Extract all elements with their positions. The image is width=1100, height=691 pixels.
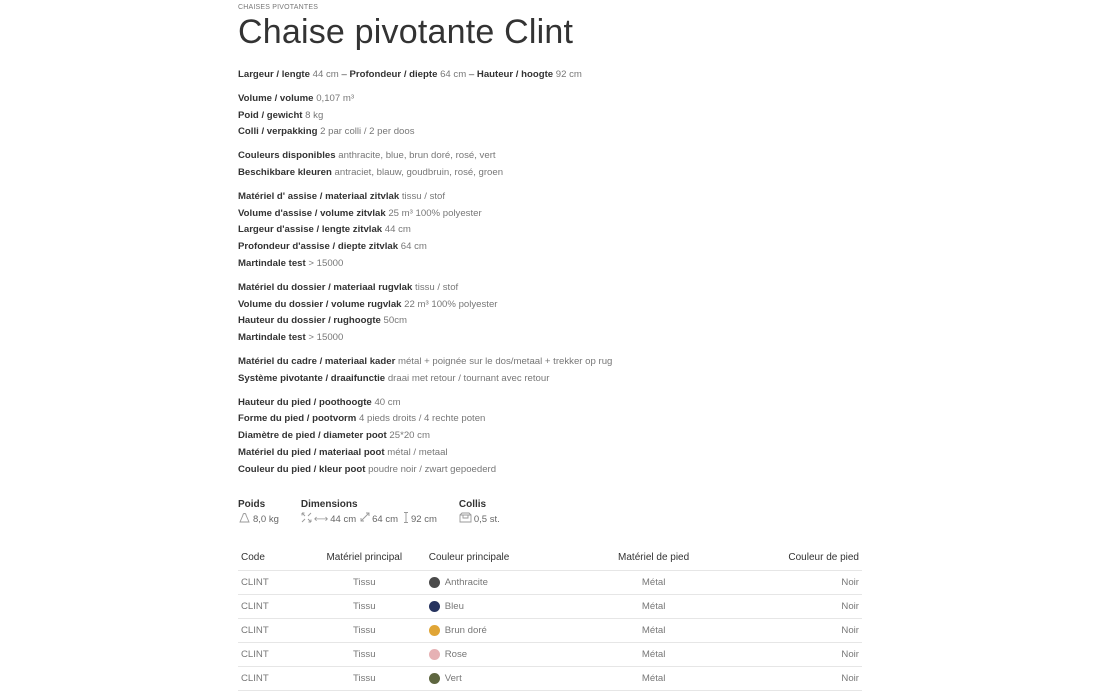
cell-foot-color: Noir [720,570,862,594]
collis-label: Collis [458,498,487,510]
cell-color [426,594,588,618]
table-row [238,642,862,666]
dims-depth: 64 cm [372,514,398,526]
spec-key: Hauteur / hoogte [476,69,554,80]
spec-line [238,354,864,371]
spec-line [238,411,864,428]
spec-value: métal + poignée sur le dos/metaal + trekker op rug [397,355,613,367]
category-label: CHAISES PIVOTANTES [238,4,319,11]
spec-group [238,67,864,84]
spec-group [238,395,864,479]
spec-list [238,67,864,479]
spec-line [238,256,864,273]
spec-line [238,280,864,297]
cell-foot-color: Noir [720,594,862,618]
weight-label: Poids [238,498,266,510]
spec-line [238,239,864,256]
cell-code: CLINT [238,594,303,618]
spec-key: Matériel d' assise / materiaal zitvlak [238,190,400,202]
spec-value: 44 cm [384,224,411,236]
spec-line [238,445,864,462]
table-row [238,666,862,690]
spec-key: Poid / gewicht [238,109,303,121]
spec-value: 92 cm [555,69,582,80]
spec-key: Matériel du dossier / materiaal rugvlak [238,281,413,293]
weight-value: 8,0 kg [253,514,279,526]
spec-value: 64 cm [440,69,467,80]
cell-color [426,618,588,642]
spec-line [238,297,864,314]
cell-color [426,666,588,690]
spec-value: tissu / stof [401,190,446,202]
spec-group [238,189,864,273]
spec-group [238,148,864,182]
spec-line [238,462,864,479]
cell-foot-color: Noir [720,618,862,642]
summary-row [238,498,864,529]
color-swatch [429,673,440,684]
summary-weight [238,498,279,529]
table-row [238,594,862,618]
spec-key: Volume d'assise / volume zitvlak [238,207,386,219]
spec-value: 50cm [383,315,407,327]
spec-line [238,148,864,165]
spec-line [238,395,864,412]
color-swatch [429,601,440,612]
spec-group [238,91,864,141]
spec-value: 2 par colli / 2 per doos [320,126,415,138]
table-header-row [238,546,862,571]
spec-group [238,280,864,347]
spec-line [238,330,864,347]
cell-foot-material: Métal [587,618,719,642]
cell-code: CLINT [238,666,303,690]
spec-value: 25*20 cm [389,430,430,442]
cell-material: Tissu [303,618,426,642]
weight-icon [238,512,251,529]
spec-key: Volume / volume [238,92,314,104]
color-name: Vert [444,672,462,684]
spec-value: > 15000 [308,332,344,344]
spec-key: Matériel du cadre / materiaal kader [238,355,396,367]
spec-key: Couleur du pied / kleur poot [238,463,366,475]
color-name: Rose [444,648,468,660]
spec-value: 22 m³ 100% polyester [404,298,498,310]
cell-foot-material: Métal [587,666,719,690]
depth-icon [360,512,370,528]
spec-line [238,165,864,182]
cell-foot-material: Métal [587,570,719,594]
spec-line [238,428,864,445]
page-title: Chaise pivotante Clint [238,13,574,51]
spec-key: Largeur / lengte [238,69,310,80]
spec-key: Martindale test [238,257,306,269]
table-row [238,618,862,642]
spec-key: Profondeur d'assise / diepte zitvlak [238,241,399,253]
spec-line [238,371,864,388]
cell-code: CLINT [238,570,303,594]
expand-icon [301,512,312,529]
spec-line [238,189,864,206]
spec-value: > 15000 [308,257,344,269]
header-color: Couleur principale [428,552,510,564]
cell-foot-color: Noir [720,642,862,666]
spec-key: Largeur d'assise / lengte zitvlak [238,224,383,236]
width-icon: ⟷ [313,514,329,526]
spec-value: métal / metaal [387,446,448,458]
header-foot-color: Couleur de pied [788,552,859,564]
spec-value: anthracite, blue, brun doré, rosé, vert [338,150,496,162]
cell-material: Tissu [303,666,426,690]
spec-key: Forme du pied / pootvorm [238,413,357,425]
spec-value: 40 cm [374,396,401,408]
spec-key: Système pivotante / draaifunctie [238,372,386,384]
spec-group [238,354,864,388]
cell-material: Tissu [303,642,426,666]
spec-key: Hauteur du dossier / rughoogte [238,315,381,327]
table-row [238,570,862,594]
color-name: Bleu [444,600,464,612]
spec-key: Profondeur / diepte [349,69,438,80]
spec-value: draai met retour / tournant avec retour [387,372,550,384]
spec-line [238,108,864,125]
header-code: Code [241,552,265,564]
cell-foot-material: Métal [587,594,719,618]
variants-table [238,546,862,691]
spec-value: poudre noir / zwart gepoederd [368,463,497,475]
cell-material: Tissu [303,594,426,618]
summary-collis [459,498,500,529]
summary-dimensions [301,498,437,529]
spec-key: Matériel du pied / materiaal poot [238,446,385,458]
dims-height: 92 cm [410,514,437,526]
color-swatch [429,649,440,660]
height-icon [403,512,409,529]
cell-code: CLINT [238,642,303,666]
cell-color [426,570,588,594]
spec-key: Volume du dossier / volume rugvlak [238,298,402,310]
collis-value: 0,5 st. [473,514,500,526]
cell-code: CLINT [238,618,303,642]
spec-line [238,313,864,330]
spec-key: Diamètre de pied / diameter poot [238,430,387,442]
spec-line [238,124,864,141]
spec-line [238,91,864,108]
header-material: Matériel principal [326,552,403,564]
spec-value: 0,107 m³ [316,92,355,104]
spec-line [238,206,864,223]
spec-key: Martindale test [238,332,306,344]
dimensions-label: Dimensions [300,498,358,510]
spec-key: Beschikbare kleuren [238,166,332,178]
spec-key: Colli / verpakking [238,126,318,138]
spec-line [238,222,864,239]
spec-value: 4 pieds droits / 4 rechte poten [359,413,486,425]
product-page [238,0,864,691]
spec-value: 64 cm [400,241,427,253]
cell-color [426,642,588,666]
spec-key: Hauteur du pied / poothoogte [238,396,372,408]
spec-value: tissu / stof [415,281,459,293]
color-name: Brun doré [444,624,487,636]
cell-material: Tissu [303,570,426,594]
color-swatch [429,625,440,636]
dims-width: 44 cm [330,514,357,526]
spec-key: Couleurs disponibles [238,150,336,162]
spec-value: antraciet, blauw, goudbruin, rosé, groen [334,166,504,178]
color-swatch [429,577,440,588]
color-name: Anthracite [444,576,488,588]
spec-value: 25 m³ 100% polyester [388,207,482,219]
cell-foot-material: Métal [587,642,719,666]
box-icon [459,512,472,529]
spec-value: 8 kg [305,109,324,121]
header-foot-material: Matériel de pied [618,552,690,564]
cell-foot-color: Noir [720,666,862,690]
spec-line: Largeur / lengte 44 cm – Profondeur / diepte 64 cm – Hauteur / hoogte 92 cm [238,69,582,80]
spec-value: 44 cm [312,69,339,80]
